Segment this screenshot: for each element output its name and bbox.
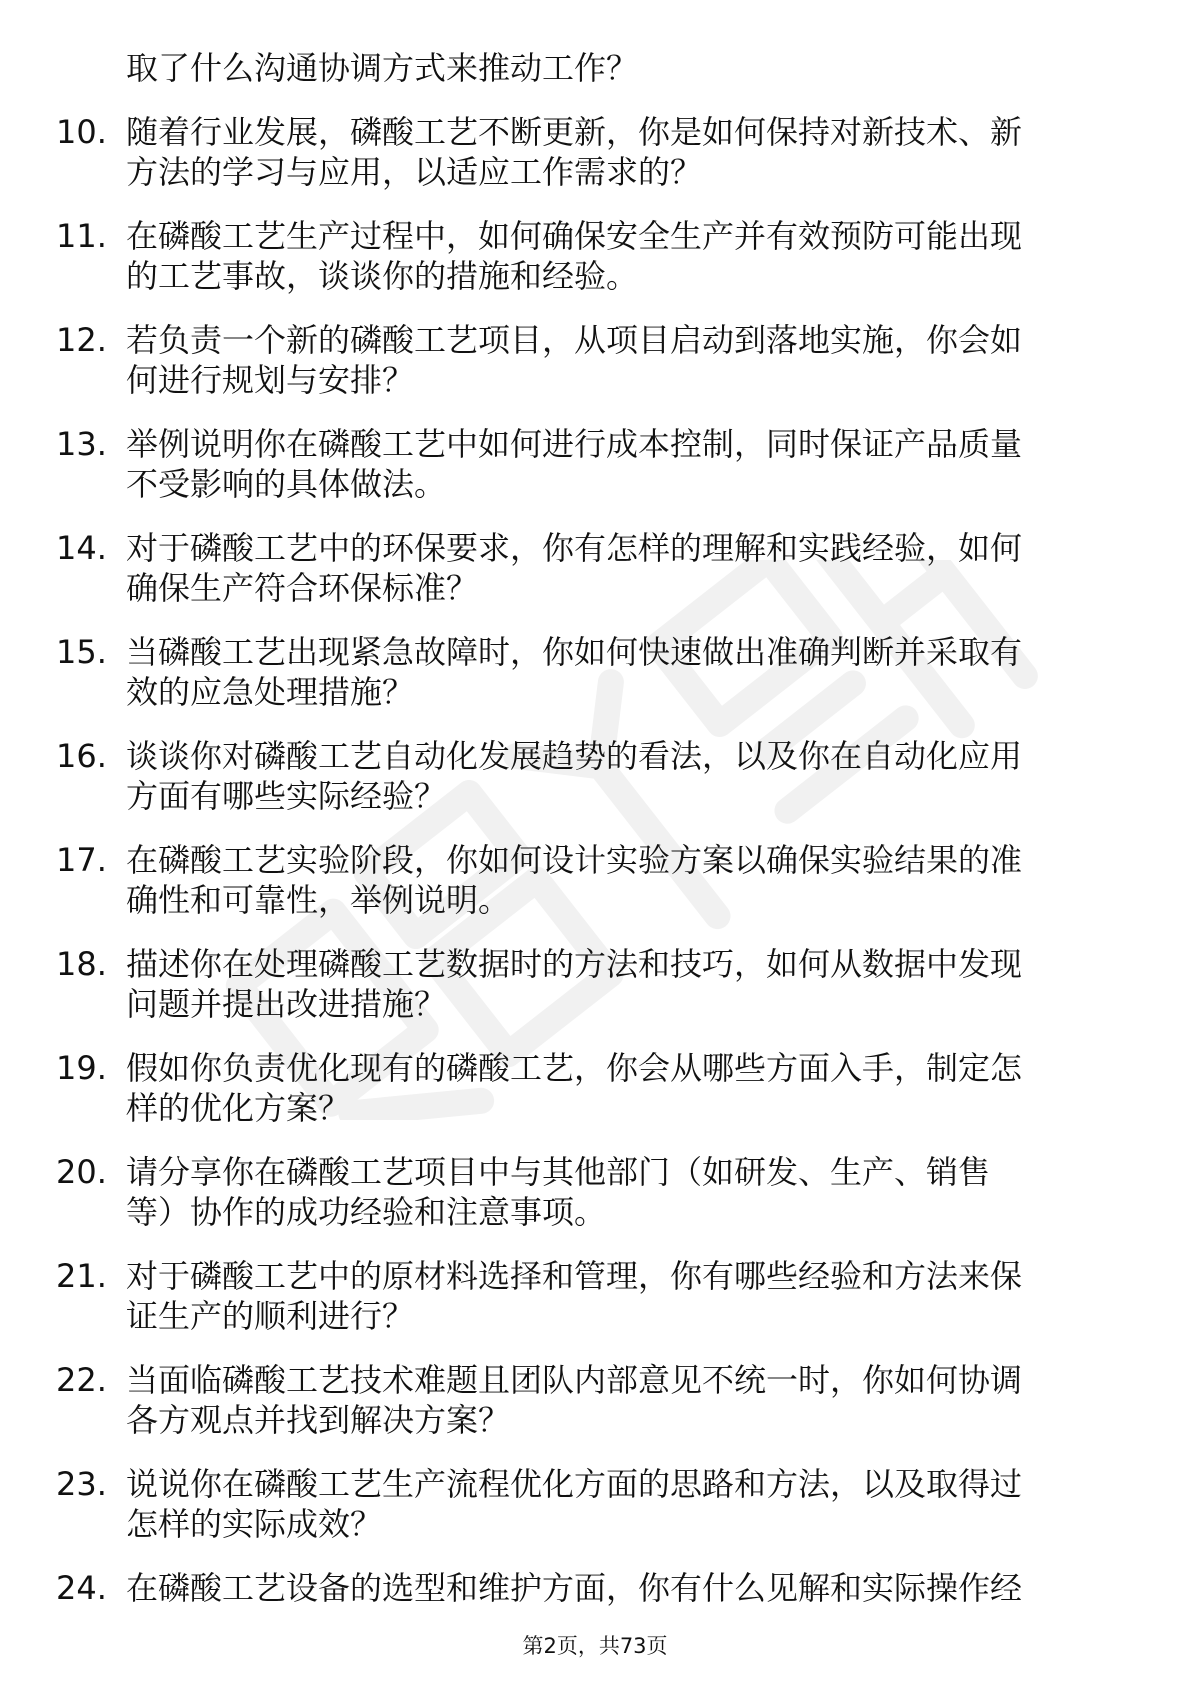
item-text	[126, 1152, 1106, 1232]
list-item	[0, 1568, 1190, 1608]
item-text-line: 假如你负责优化现有的磷酸工艺，你会从哪些方面入手，制定怎	[126, 1049, 1023, 1087]
item-text-line: 当磷酸工艺出现紧急故障时，你如何快速做出准确判断并采取有	[126, 633, 1023, 671]
list-item	[0, 1464, 1190, 1544]
item-text-line: 在磷酸工艺设备的选型和维护方面，你有什么见解和实际操作经	[126, 1569, 1023, 1607]
item-number: 10.	[56, 113, 107, 151]
item-text-line: 方法的学习与应用，以适应工作需求的？	[126, 153, 703, 191]
list-item	[0, 216, 1190, 296]
page-footer: 第2页，共73页	[522, 1634, 668, 1658]
item-number: 17.	[56, 841, 107, 879]
item-text-line: 随着行业发展，磷酸工艺不断更新，你是如何保持对新技术、新	[126, 113, 1023, 151]
item-number: 23.	[56, 1465, 107, 1503]
item-text-line: 确保生产符合环保标准？	[126, 569, 479, 607]
item-number: 20.	[56, 1153, 107, 1191]
item-number: 12.	[56, 321, 107, 359]
item-number: 18.	[56, 945, 107, 983]
item-number: 14.	[56, 529, 107, 567]
question-list	[0, 112, 1190, 1608]
item-text-line: 样的优化方案？	[126, 1089, 351, 1127]
item-text-line: 谈谈你对磷酸工艺自动化发展趋势的看法，以及你在自动化应用	[126, 737, 1023, 775]
list-item	[0, 736, 1190, 816]
item-number: 19.	[56, 1049, 107, 1087]
item-text-line: 怎样的实际成效？	[126, 1505, 383, 1543]
list-item	[0, 840, 1190, 920]
item-number: 15.	[56, 633, 107, 671]
list-item	[0, 320, 1190, 400]
item-text-line: 不受影响的具体做法。	[126, 465, 447, 503]
item-number: 21.	[56, 1257, 107, 1295]
continuation-line: 取了什么沟通协调方式来推动工作？	[126, 49, 639, 87]
item-text-line: 证生产的顺利进行？	[126, 1297, 415, 1335]
list-item	[0, 632, 1190, 712]
item-text	[126, 1048, 1106, 1128]
item-text-line: 当面临磷酸工艺技术难题且团队内部意见不统一时，你如何协调	[126, 1361, 1023, 1399]
item-text-line: 对于磷酸工艺中的环保要求，你有怎样的理解和实践经验，如何	[126, 529, 1023, 567]
item-text-line: 描述你在处理磷酸工艺数据时的方法和技巧，如何从数据中发现	[126, 945, 1023, 983]
list-item	[0, 528, 1190, 608]
item-text	[126, 528, 1106, 608]
item-text	[126, 944, 1106, 1024]
item-number: 16.	[56, 737, 107, 775]
item-text	[126, 424, 1106, 504]
item-text	[126, 1568, 1106, 1608]
item-text-line: 何进行规划与安排？	[126, 361, 415, 399]
item-text	[126, 840, 1106, 920]
item-text-line: 在磷酸工艺实验阶段，你如何设计实验方案以确保实验结果的准	[126, 841, 1023, 879]
item-text-line: 说说你在磷酸工艺生产流程优化方面的思路和方法，以及取得过	[126, 1465, 1023, 1503]
item-text	[126, 632, 1106, 712]
item-text-line: 确性和可靠性，举例说明。	[126, 881, 511, 919]
item-text-line: 问题并提出改进措施？	[126, 985, 447, 1023]
item-text	[126, 112, 1106, 192]
list-item	[0, 1360, 1190, 1440]
item-number: 11.	[56, 217, 107, 255]
item-text	[126, 1360, 1106, 1440]
item-text	[126, 1464, 1106, 1544]
item-text-line: 等）协作的成功经验和注意事项。	[126, 1193, 607, 1231]
item-text-line: 的工艺事故，谈谈你的措施和经验。	[126, 257, 639, 295]
item-number: 24.	[56, 1569, 107, 1607]
item-text-line: 若负责一个新的磷酸工艺项目，从项目启动到落地实施，你会如	[126, 321, 1023, 359]
item-text-line: 请分享你在磷酸工艺项目中与其他部门（如研发、生产、销售	[126, 1153, 991, 1191]
item-text-line: 各方观点并找到解决方案？	[126, 1401, 511, 1439]
item-text-line: 对于磷酸工艺中的原材料选择和管理，你有哪些经验和方法来保	[126, 1257, 1023, 1295]
item-text	[126, 1256, 1106, 1336]
list-item	[0, 1152, 1190, 1232]
item-text	[126, 216, 1106, 296]
list-item	[0, 1048, 1190, 1128]
item-text-line: 方面有哪些实际经验？	[126, 777, 447, 815]
item-text-line: 效的应急处理措施？	[126, 673, 415, 711]
list-item	[0, 424, 1190, 504]
document-body	[0, 48, 1190, 1632]
item-text	[126, 320, 1106, 400]
item-number: 13.	[56, 425, 107, 463]
item-text-line: 在磷酸工艺生产过程中，如何确保安全生产并有效预防可能出现	[126, 217, 1023, 255]
list-item	[0, 1256, 1190, 1336]
list-item	[0, 944, 1190, 1024]
list-item	[0, 112, 1190, 192]
item-number: 22.	[56, 1361, 107, 1399]
item-text	[126, 736, 1106, 816]
item-text-line: 举例说明你在磷酸工艺中如何进行成本控制，同时保证产品质量	[126, 425, 1023, 463]
